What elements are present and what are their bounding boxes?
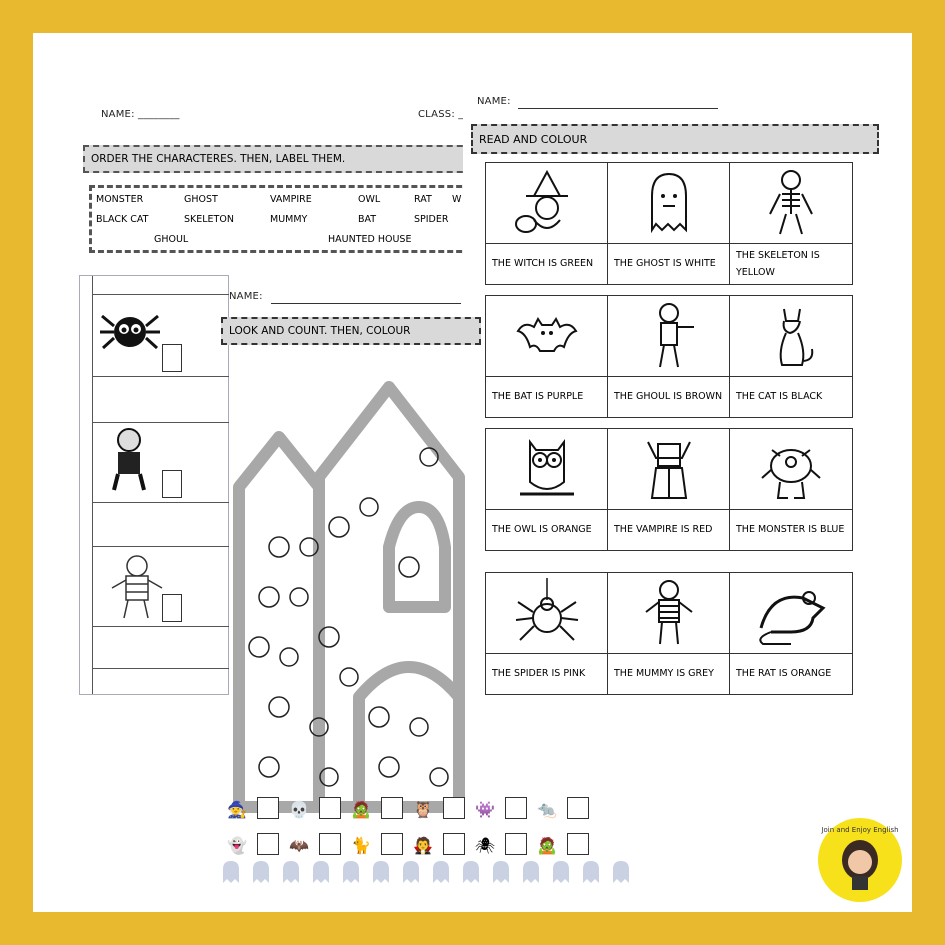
colour-card[interactable] bbox=[730, 573, 852, 694]
caption: THE RAT IS ORANGE bbox=[736, 668, 832, 680]
ghoul-icon bbox=[104, 426, 154, 492]
ghost-icon bbox=[634, 168, 704, 238]
owl-icon: 🦉 bbox=[413, 799, 433, 819]
colour-card-row bbox=[485, 428, 853, 551]
name-label: NAME: bbox=[229, 291, 263, 302]
caption: THE MONSTER IS BLUE bbox=[736, 524, 845, 536]
skeleton-icon bbox=[756, 168, 826, 238]
word-item: MONSTER bbox=[96, 194, 144, 205]
monster-icon bbox=[756, 434, 826, 504]
number-box[interactable] bbox=[162, 594, 182, 622]
caption: THE SKELETON IS YELLOW bbox=[736, 249, 820, 278]
word-item: BLACK CAT bbox=[96, 214, 149, 225]
skeleton-icon: 💀 bbox=[289, 799, 309, 819]
vampire-icon bbox=[634, 434, 704, 504]
ghoul-icon bbox=[634, 301, 704, 371]
spider-icon: 🕷 bbox=[474, 835, 496, 855]
grid-column bbox=[80, 276, 93, 694]
word-item: HAUNTED HOUSE bbox=[328, 234, 412, 245]
bat-icon bbox=[512, 301, 582, 371]
instruction-banner: READ AND COLOUR bbox=[471, 124, 879, 154]
colour-card-row bbox=[485, 295, 853, 418]
caption: THE GHOST IS WHITE bbox=[614, 258, 716, 270]
colour-card[interactable] bbox=[730, 163, 852, 284]
grid-line bbox=[92, 376, 229, 377]
word-item: SKELETON bbox=[184, 214, 234, 225]
bat-icon: 🦇 bbox=[289, 835, 309, 855]
colour-card[interactable] bbox=[730, 296, 852, 417]
caption: THE CAT IS BLACK bbox=[736, 391, 823, 403]
colour-card[interactable] bbox=[486, 429, 608, 550]
colour-card[interactable] bbox=[608, 429, 730, 550]
colour-card[interactable] bbox=[730, 429, 852, 550]
instruction-banner: ORDER THE CHARACTERES. THEN, LABEL THEM. bbox=[83, 145, 483, 173]
mummy-icon: 🧟 bbox=[537, 835, 557, 855]
ordering-grid-worksheet bbox=[79, 275, 229, 695]
caption: THE OWL IS ORANGE bbox=[492, 524, 592, 536]
caption: THE MUMMY IS GREY bbox=[614, 668, 714, 680]
grid-line bbox=[92, 422, 229, 423]
caption: THE GHOUL IS BROWN bbox=[614, 391, 723, 403]
haunted-house-illustration bbox=[219, 347, 479, 817]
logo-text: Join and Enjoy English bbox=[821, 826, 899, 834]
number-box[interactable] bbox=[162, 344, 182, 372]
word-item: GHOST bbox=[184, 194, 218, 205]
grid-line bbox=[92, 502, 229, 503]
caption: THE SPIDER IS PINK bbox=[492, 668, 586, 680]
count-box[interactable] bbox=[443, 833, 465, 855]
spider-icon bbox=[100, 302, 160, 358]
word-item: SPIDER bbox=[414, 214, 449, 225]
brand-logo bbox=[818, 818, 902, 902]
name-line[interactable] bbox=[518, 108, 718, 109]
instruction-banner: LOOK AND COUNT. THEN, COLOUR bbox=[221, 317, 481, 345]
name-label: NAME: ________ bbox=[101, 109, 180, 120]
colour-card[interactable] bbox=[608, 573, 730, 694]
spider-icon bbox=[512, 578, 582, 648]
count-box[interactable] bbox=[505, 833, 527, 855]
colour-card-row bbox=[485, 572, 853, 695]
monster-icon: 👾 bbox=[475, 799, 495, 819]
count-box[interactable] bbox=[319, 833, 341, 855]
grid-line bbox=[92, 626, 229, 627]
mummy-icon bbox=[634, 578, 704, 648]
name-label: NAME: bbox=[477, 96, 511, 107]
count-row bbox=[223, 797, 589, 821]
grid-line bbox=[92, 546, 229, 547]
colour-card[interactable] bbox=[486, 163, 608, 284]
page-canvas bbox=[33, 33, 912, 912]
grid-line bbox=[92, 294, 229, 295]
colour-card[interactable] bbox=[608, 163, 730, 284]
word-item: BAT bbox=[358, 214, 377, 225]
class-label: CLASS: _ bbox=[418, 109, 464, 120]
colour-card[interactable] bbox=[486, 296, 608, 417]
count-box[interactable] bbox=[319, 797, 341, 819]
count-row bbox=[223, 833, 589, 857]
name-line[interactable] bbox=[271, 303, 461, 304]
count-box[interactable] bbox=[257, 797, 279, 819]
ghost-icon: 👻 bbox=[227, 835, 247, 855]
word-item: VAMPIRE bbox=[270, 194, 312, 205]
colour-card[interactable] bbox=[608, 296, 730, 417]
rat-icon: 🐀 bbox=[537, 799, 557, 819]
word-item: RAT bbox=[414, 194, 432, 205]
cat-icon: 🐈 bbox=[351, 835, 371, 855]
count-box[interactable] bbox=[505, 797, 527, 819]
count-box[interactable] bbox=[443, 797, 465, 819]
word-item: GHOUL bbox=[154, 234, 189, 245]
ghoul-icon: 🧟 bbox=[351, 799, 371, 819]
word-item: W bbox=[452, 194, 462, 205]
caption: THE VAMPIRE IS RED bbox=[614, 524, 713, 536]
grid-line bbox=[92, 668, 229, 669]
cat-icon bbox=[756, 301, 826, 371]
witch-icon: 🧙 bbox=[227, 799, 247, 819]
count-box[interactable] bbox=[567, 833, 589, 855]
count-box[interactable] bbox=[381, 797, 403, 819]
vampire-icon: 🧛 bbox=[413, 835, 433, 855]
count-box[interactable] bbox=[257, 833, 279, 855]
rat-icon bbox=[751, 578, 831, 648]
count-box[interactable] bbox=[567, 797, 589, 819]
count-box[interactable] bbox=[381, 833, 403, 855]
witch-icon bbox=[512, 168, 582, 238]
colour-card-row bbox=[485, 162, 853, 285]
caption: THE WITCH IS GREEN bbox=[492, 258, 594, 270]
read-and-colour-worksheet bbox=[463, 88, 883, 708]
colour-card[interactable] bbox=[486, 573, 608, 694]
caption: THE BAT IS PURPLE bbox=[492, 391, 584, 403]
mummy-icon bbox=[110, 554, 164, 620]
avatar bbox=[838, 836, 882, 892]
word-item: MUMMY bbox=[270, 214, 308, 225]
word-item: OWL bbox=[358, 194, 381, 205]
number-box[interactable] bbox=[162, 470, 182, 498]
ghost-border-decoration bbox=[213, 859, 633, 885]
owl-icon bbox=[512, 434, 582, 504]
word-bank bbox=[89, 185, 489, 253]
